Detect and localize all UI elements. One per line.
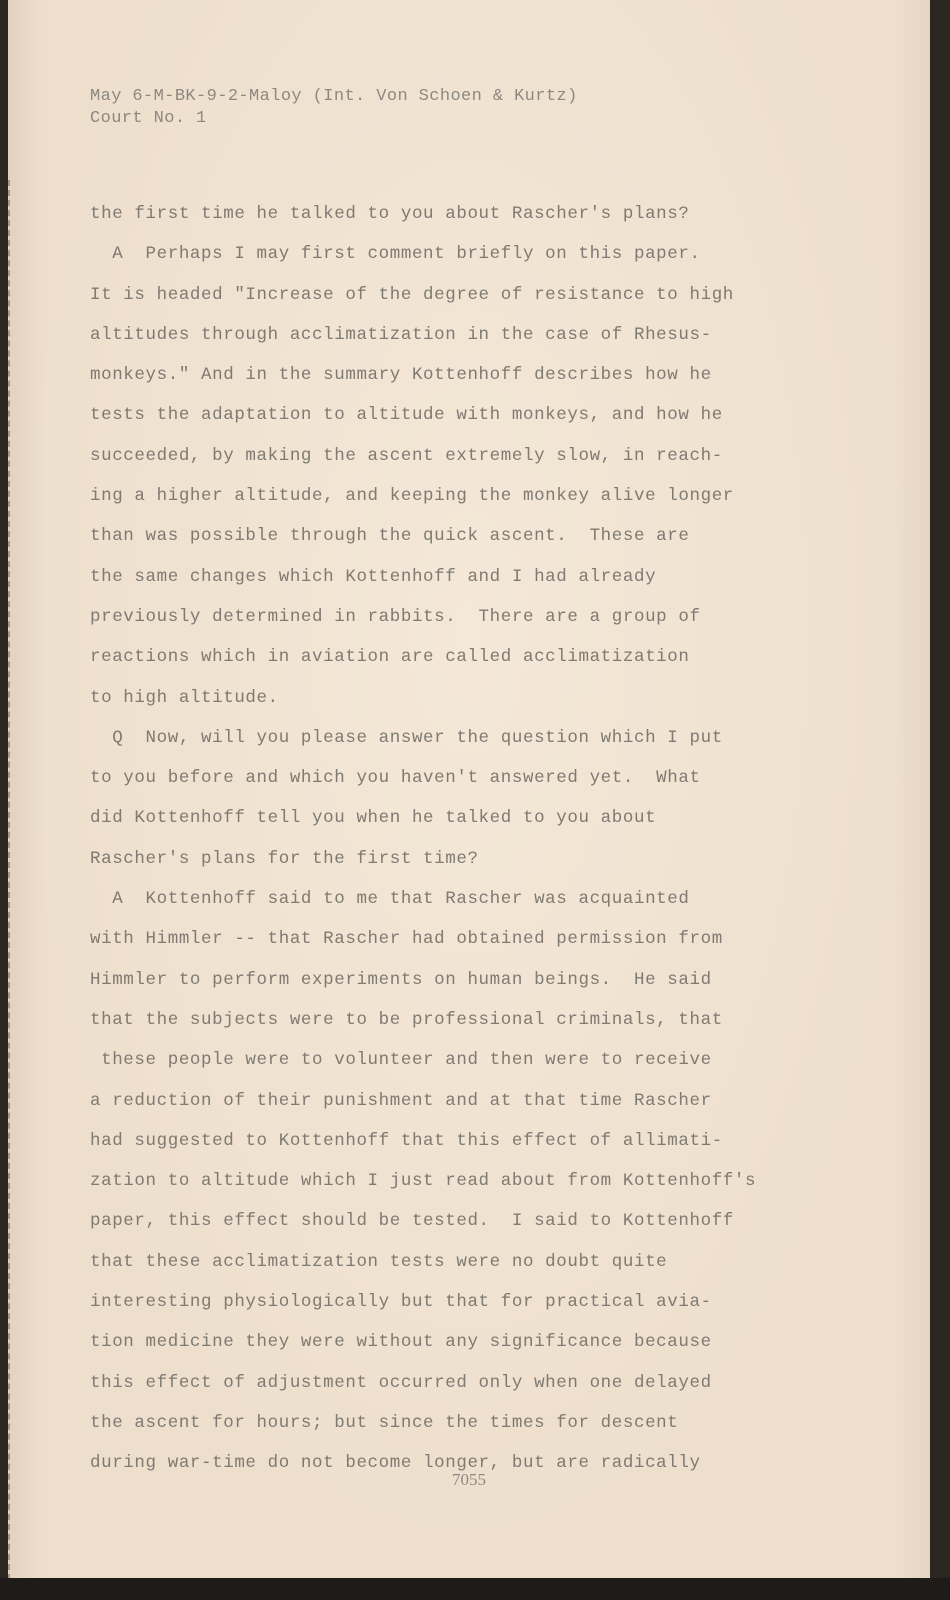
text-line: Himmler to perform experiments on human beings. He said (90, 969, 712, 990)
header-line-1: May 6-M-BK-9-2-Maloy (Int. Von Schoen & Kurtz) (90, 87, 578, 106)
text-line: during war-time do not become longer, but are radically (90, 1453, 701, 1474)
document-header (90, 86, 578, 130)
text-line: the same changes which Kottenhoff and I had already (90, 566, 657, 587)
text-line: succeeded, by making the ascent extremely slow, in reach- (90, 445, 723, 466)
text-line: It is headed "Increase of the degree of resistance to high (90, 284, 734, 305)
text-line: ing a higher altitude, and keeping the monkey alive longer (90, 486, 734, 507)
text-line: a reduction of their punishment and at that time Rascher (90, 1090, 712, 1111)
text-line: this effect of adjustment occurred only when one delayed (90, 1372, 712, 1393)
text-line: did Kottenhoff tell you when he talked to you about (90, 808, 657, 829)
text-line: altitudes through acclimatization in the case of Rhesus- (90, 324, 712, 345)
header-line-2: Court No. 1 (90, 109, 207, 128)
text-line: zation to altitude which I just read about from Kottenhoff's (90, 1171, 757, 1192)
text-line: with Himmler -- that Rascher had obtained permission from (90, 929, 723, 950)
text-line: tion medicine they were without any significance because (90, 1332, 712, 1353)
scan-background-strip (0, 1578, 950, 1600)
text-line: to you before and which you haven't answered yet. What (90, 768, 701, 789)
text-line: the first time he talked to you about Rascher's plans? (90, 204, 690, 224)
text-line: A Kottenhoff said to me that Rascher was acquainted (90, 889, 690, 910)
text-line: that these acclimatization tests were no doubt quite (90, 1251, 668, 1272)
transcript-body (90, 203, 890, 1493)
text-line: that the subjects were to be professional criminals, that (90, 1009, 723, 1030)
document-page (8, 0, 930, 1578)
text-line: interesting physiologically but that for practical avia- (90, 1292, 712, 1313)
text-line: paper, this effect should be tested. I said to Kottenhoff (90, 1211, 734, 1232)
text-line: these people were to volunteer and then were to receive (90, 1050, 712, 1071)
text-line: reactions which in aviation are called acclimatization (90, 647, 690, 668)
text-line: had suggested to Kottenhoff that this effect of allimati- (90, 1130, 723, 1151)
text-line: A Perhaps I may first comment briefly on this paper. (90, 244, 701, 265)
text-line: Rascher's plans for the first time? (90, 848, 479, 869)
torn-left-edge (8, 180, 24, 1580)
text-line: than was possible through the quick ascent. These are (90, 526, 690, 547)
page-number: 7055 (452, 1470, 486, 1489)
text-line: tests the adaptation to altitude with monkeys, and how he (90, 405, 723, 426)
text-line: the ascent for hours; but since the times for descent (90, 1412, 679, 1433)
text-line: previously determined in rabbits. There are a group of (90, 606, 701, 627)
text-line: Q Now, will you please answer the question which I put (90, 727, 723, 748)
text-line: to high altitude. (90, 687, 279, 708)
text-line: monkeys." And in the summary Kottenhoff describes how he (90, 365, 712, 386)
